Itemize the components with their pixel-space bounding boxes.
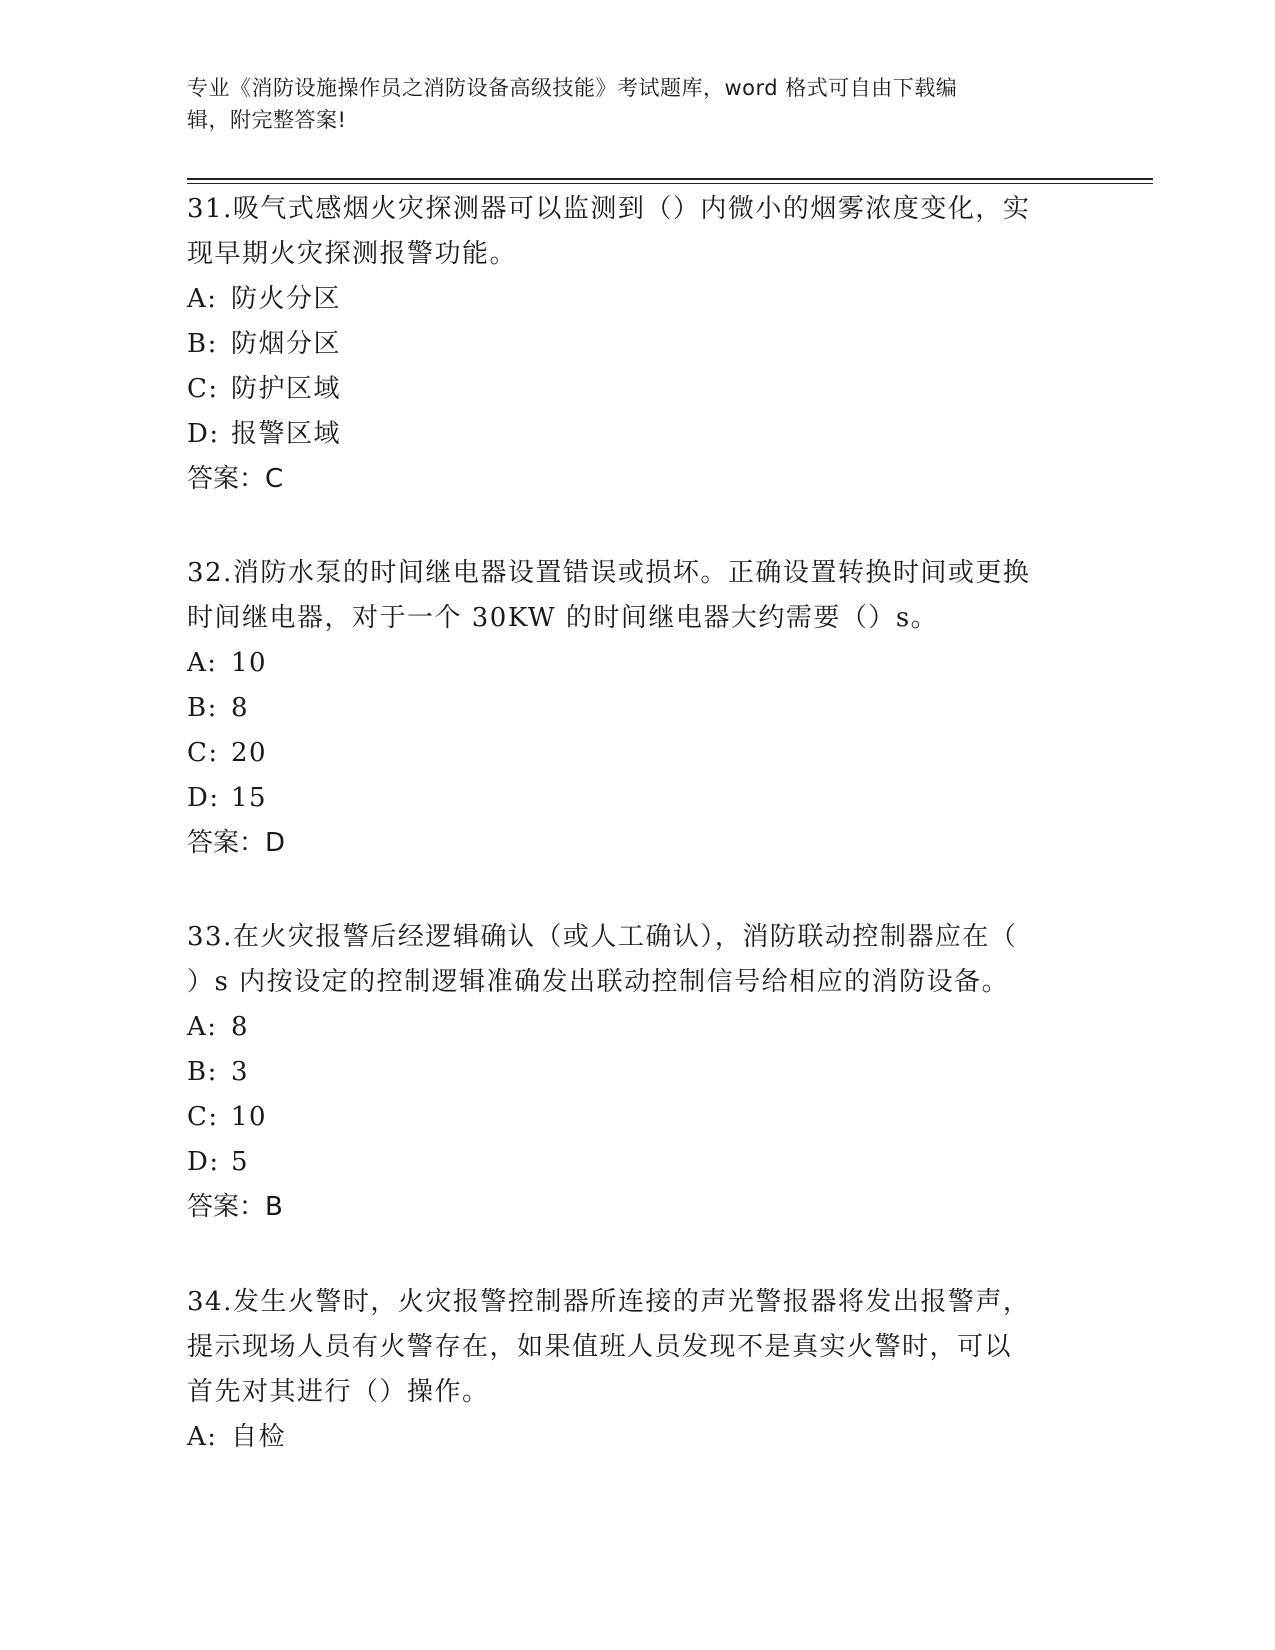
option-text: 8 xyxy=(231,693,250,723)
option-key: A: xyxy=(187,284,218,314)
question-stem-line: 时间继电器，对于一个 30KW 的时间继电器大约需要（）s。 xyxy=(187,603,939,633)
option-key: C: xyxy=(187,1102,219,1132)
option-key: A: xyxy=(187,648,218,678)
option-d xyxy=(187,412,1077,457)
option-d xyxy=(187,1140,1077,1185)
option-text: 5 xyxy=(231,1147,250,1177)
option-text: 20 xyxy=(231,738,268,768)
option-b xyxy=(187,1050,1077,1095)
option-text: 防火分区 xyxy=(231,284,342,314)
option-key: D: xyxy=(187,419,220,449)
option-text: 3 xyxy=(231,1057,250,1087)
document-header xyxy=(187,72,1067,136)
option-key: B: xyxy=(187,693,218,723)
option-text: 10 xyxy=(231,648,268,678)
option-text: 防烟分区 xyxy=(231,329,342,359)
option-key: C: xyxy=(187,738,219,768)
option-key: C: xyxy=(187,374,219,404)
option-text: 自检 xyxy=(231,1422,287,1452)
option-text: 8 xyxy=(231,1012,250,1042)
question-32 xyxy=(187,551,1077,866)
option-text: 报警区域 xyxy=(231,419,342,449)
option-a xyxy=(187,1005,1077,1050)
option-c xyxy=(187,731,1077,776)
option-b xyxy=(187,686,1077,731)
option-key: A: xyxy=(187,1012,218,1042)
option-d xyxy=(187,776,1077,821)
header-line-2: 辑，附完整答案! xyxy=(187,108,347,132)
question-stem-line: 首先对其进行（）操作。 xyxy=(187,1377,490,1407)
question-31 xyxy=(187,187,1077,502)
answer-line: 答案：D xyxy=(187,828,286,858)
option-key: D: xyxy=(187,783,220,813)
answer-line: 答案：B xyxy=(187,1192,283,1222)
question-34 xyxy=(187,1280,1077,1460)
option-text: 防护区域 xyxy=(231,374,342,404)
option-key: B: xyxy=(187,1057,218,1087)
question-stem-line: 32.消防水泵的时间继电器设置错误或损坏。正确设置转换时间或更换 xyxy=(187,558,1031,588)
question-stem-line: 34.发生火警时，火灾报警控制器所连接的声光警报器将发出报警声， xyxy=(187,1287,1031,1317)
option-key: B: xyxy=(187,329,218,359)
option-text: 10 xyxy=(231,1102,268,1132)
option-c xyxy=(187,367,1077,412)
header-divider-thick xyxy=(187,178,1153,180)
header-line-1: 专业《消防设施操作员之消防设备高级技能》考试题库，word 格式可自由下载编 xyxy=(187,76,958,100)
option-key: D: xyxy=(187,1147,220,1177)
option-key: A: xyxy=(187,1422,218,1452)
option-b xyxy=(187,322,1077,367)
option-a xyxy=(187,277,1077,322)
option-text: 15 xyxy=(231,783,268,813)
question-stem-line: 33.在火灾报警后经逻辑确认（或人工确认），消防联动控制器应在（ xyxy=(187,922,1018,952)
option-a xyxy=(187,641,1077,686)
question-stem-line: 31.吸气式感烟火灾探测器可以监测到（）内微小的烟雾浓度变化，实 xyxy=(187,194,1031,224)
question-stem-line: ）s 内按设定的控制逻辑准确发出联动控制信号给相应的消防设备。 xyxy=(187,967,1010,997)
option-c xyxy=(187,1095,1077,1140)
option-a xyxy=(187,1415,1077,1460)
answer-line: 答案：C xyxy=(187,464,284,494)
question-stem-line: 现早期火灾探测报警功能。 xyxy=(187,239,518,269)
question-stem-line: 提示现场人员有火警存在，如果值班人员发现不是真实火警时，可以 xyxy=(187,1332,1013,1362)
header-divider-thin xyxy=(187,183,1153,184)
question-33 xyxy=(187,915,1077,1230)
